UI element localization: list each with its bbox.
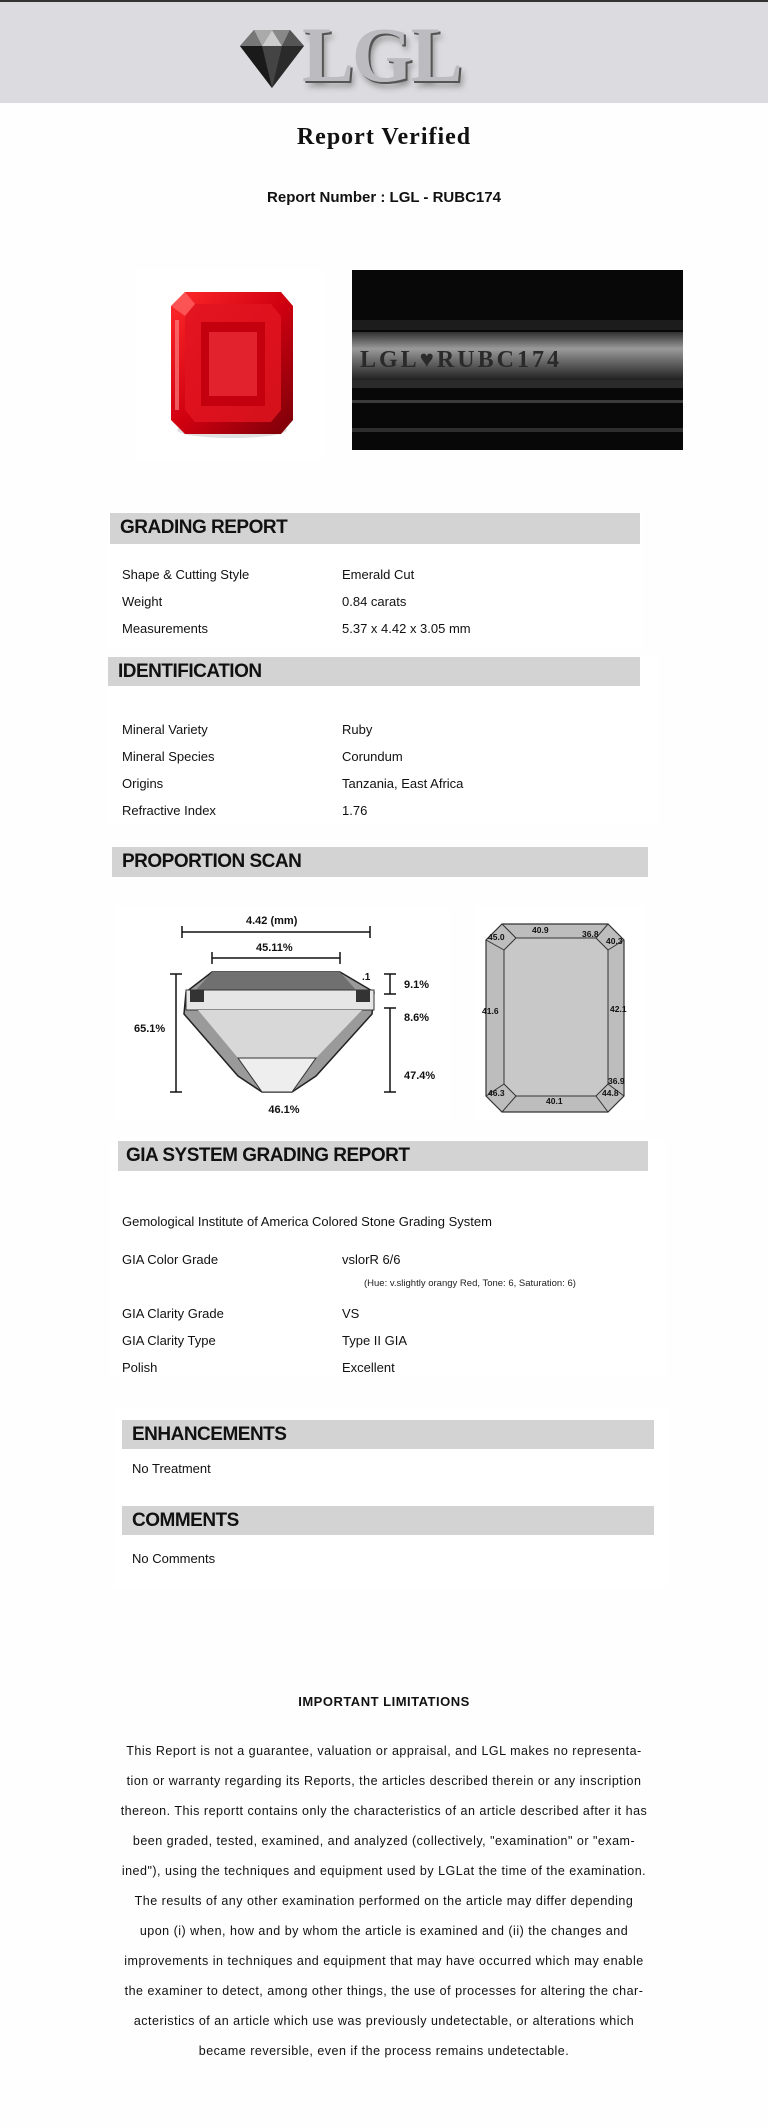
culet-label: 46.1% bbox=[268, 1104, 300, 1116]
proportion-heading: PROPORTION SCAN bbox=[112, 847, 648, 877]
row-value: Corundum bbox=[342, 749, 403, 764]
comments-text: No Comments bbox=[132, 1551, 216, 1566]
grading-heading: GRADING REPORT bbox=[110, 513, 640, 544]
limitation-line: became reversible, even if the process remains undetectable. bbox=[198, 2044, 570, 2058]
tv-tr-label: 40.3 bbox=[606, 936, 623, 946]
row-value: Tanzania, East Africa bbox=[342, 776, 464, 791]
identification-heading: IDENTIFICATION bbox=[108, 657, 640, 686]
girdle-label: 8.6% bbox=[404, 1012, 430, 1024]
row-label: Shape & Cutting Style bbox=[122, 567, 250, 582]
tv-br-a-label: 36.9 bbox=[608, 1076, 625, 1086]
laser-inscription-photo bbox=[352, 270, 683, 450]
row-value: Emerald Cut bbox=[342, 567, 415, 582]
row-value: 5.37 x 4.42 x 3.05 mm bbox=[342, 621, 471, 636]
row-label: Refractive Index bbox=[122, 803, 216, 818]
limitation-line: been graded, tested, examined, and analyzed (collectively, "examination" or "exam- bbox=[132, 1834, 636, 1848]
row-label: GIA Clarity Type bbox=[122, 1333, 216, 1348]
limitation-line: improvements in techniques and equipment that may have occurred which may enable bbox=[124, 1954, 644, 1968]
limitation-line: tion or warranty regarding its Reports, the articles described therein or any inscription bbox=[126, 1774, 642, 1788]
page-title: Report Verified bbox=[296, 124, 472, 150]
limitations-heading: IMPORTANT LIMITATIONS bbox=[298, 1694, 470, 1709]
proportion-top-view-diagram bbox=[476, 906, 644, 1120]
row-label: Polish bbox=[122, 1360, 158, 1375]
width-label: 4.42 (mm) bbox=[246, 915, 298, 927]
limitation-line: This Report is not a guarantee, valuation or appraisal, and LGL makes no representa- bbox=[126, 1744, 642, 1758]
inscription-text: LGL♥RUBC174 bbox=[360, 347, 562, 373]
pavilion-label: 47.4% bbox=[404, 1070, 436, 1082]
tv-br-b-label: 44.8 bbox=[602, 1088, 619, 1098]
comments-heading: COMMENTS bbox=[122, 1506, 654, 1535]
gia-heading: GIA SYSTEM GRADING REPORT bbox=[118, 1141, 648, 1171]
limitation-line: acteristics of an article which use was previously undetectable, or alterations which bbox=[133, 2014, 635, 2028]
row-label: Mineral Species bbox=[122, 749, 215, 764]
tv-bottom-mid-label: 40.1 bbox=[546, 1096, 563, 1106]
limitation-line: upon (i) when, how and by whom the article is examined and (ii) the changes and bbox=[139, 1924, 629, 1938]
header-banner bbox=[0, 2, 768, 103]
depth-label: 65.1% bbox=[134, 1023, 166, 1035]
diamond-icon bbox=[232, 24, 312, 94]
row-value: Ruby bbox=[342, 722, 373, 737]
tv-right-label: 42.1 bbox=[610, 1004, 627, 1014]
crown-label: 9.1% bbox=[404, 979, 430, 991]
limitation-line: The results of any other examination performed on the article may differ depending bbox=[134, 1894, 634, 1908]
lgl-logo[interactable] bbox=[232, 11, 492, 98]
row-value: vslorR 6/6 bbox=[342, 1252, 401, 1267]
table-label: 45.11% bbox=[256, 942, 293, 954]
tv-bl-label: 46.3 bbox=[488, 1088, 505, 1098]
small-label: .1 bbox=[362, 972, 371, 983]
enhancements-text: No Treatment bbox=[132, 1461, 211, 1476]
tv-left-label: 41.6 bbox=[482, 1006, 499, 1016]
tv-top-r-label: 36.8 bbox=[582, 929, 599, 939]
row-label: Weight bbox=[122, 594, 163, 609]
row-label: GIA Color Grade bbox=[122, 1252, 219, 1267]
logo-text: LGL bbox=[302, 11, 461, 98]
tv-top-mid-label: 40.9 bbox=[532, 925, 549, 935]
limitation-line: thereon. This reportt contains only the characteristics of an article described after it has bbox=[120, 1804, 648, 1818]
limitation-line: ined"), using the techniques and equipment used by LGLat the time of the examination. bbox=[121, 1864, 647, 1878]
limitations-text bbox=[110, 1736, 658, 2066]
enhancements-heading: ENHANCEMENTS bbox=[122, 1420, 654, 1449]
row-value: 0.84 carats bbox=[342, 594, 407, 609]
tv-tl-label: 45.0 bbox=[488, 932, 505, 942]
report-number: Report Number : LGL - RUBC174 bbox=[267, 189, 501, 206]
row-value: Type II GIA bbox=[342, 1333, 408, 1348]
proportion-profile-diagram bbox=[116, 906, 450, 1120]
row-value: Excellent bbox=[342, 1360, 395, 1375]
row-label: Mineral Variety bbox=[122, 722, 208, 737]
row-value: 1.76 bbox=[342, 803, 368, 818]
gia-intro: Gemological Institute of America Colored Stone Grading System bbox=[122, 1214, 492, 1229]
row-label: Origins bbox=[122, 776, 164, 791]
limitation-line: the examiner to detect, among other things, the use of processes for altering the char- bbox=[124, 1984, 644, 1998]
row-label: GIA Clarity Grade bbox=[122, 1306, 224, 1321]
gia-color-note: (Hue: v.slightly orangy Red, Tone: 6, Saturation: 6) bbox=[364, 1278, 576, 1289]
ruby-photo bbox=[135, 270, 325, 460]
row-value: VS bbox=[342, 1306, 360, 1321]
row-label: Measurements bbox=[122, 621, 208, 636]
